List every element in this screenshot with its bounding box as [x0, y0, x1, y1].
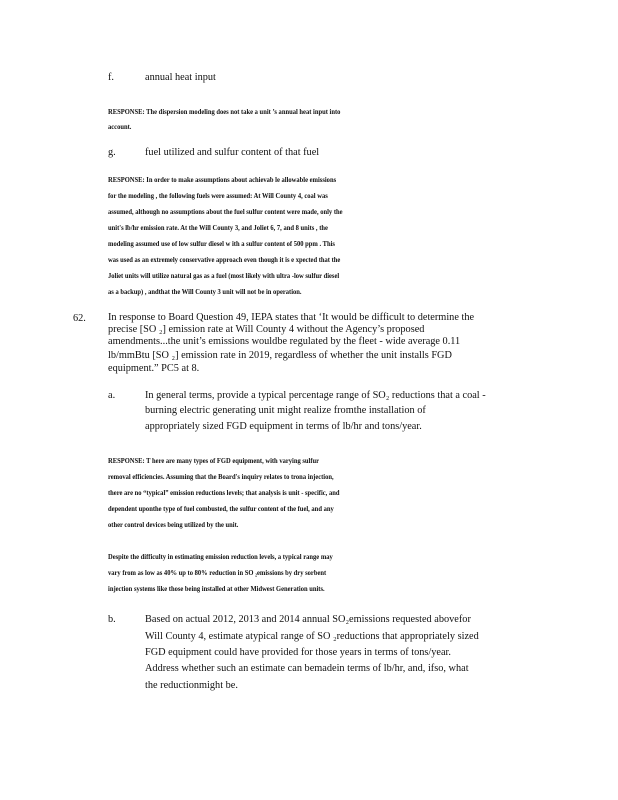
response-line: account.	[108, 122, 132, 131]
subitem-line: the reductionmight be.	[145, 680, 238, 691]
subitem-label-a: a.	[108, 390, 116, 401]
question-line: In response to Board Question 49, IEPA states that ‘It would be difficult to determine the	[108, 312, 475, 323]
response-line: RESPONSE: T here are many types of FGD equipment, with varying sulfur	[108, 456, 320, 465]
subitem-line: Address whether such an estimate can bemadein terms of lb/hr, and, ifso, what	[145, 663, 469, 674]
item-label-g: g.	[108, 147, 116, 158]
response-line: there are no “typical” emission reductions levels; that analysis is unit - specific, and	[108, 488, 340, 497]
item-label-f: f.	[108, 72, 115, 83]
subitem-label-b: b.	[108, 614, 116, 625]
response-line: removal efficiencies. Assuming that the Board's inquiry relates to trona injection,	[108, 472, 334, 481]
response-line: RESPONSE: In order to make assumptions about achievab le allowable emissions	[108, 175, 337, 184]
subitem-line: Based on actual 2012, 2013 and 2014 annual SO₂emissions requested abovefor	[145, 614, 471, 625]
subitem-line: In general terms, provide a typical percentage range of SO₂ reductions that a coal -	[145, 390, 486, 401]
response-line: other control devices being utilized by the unit.	[108, 520, 239, 529]
question-line: precise [SO ₂] emission rate at Will County 4 without the Agency’s proposed	[108, 324, 425, 335]
subitem-line: FGD equipment could have provided for those years in terms of tons/year.	[145, 647, 451, 658]
response-line: as a backup) , andthat the Will County 3 unit will not be in operation.	[108, 287, 302, 296]
response-line: Joliet units will utilize natural gas as a fuel (most likely with ultra -low sulfur diesel	[108, 271, 340, 280]
response-line: injection systems like those being installed at other Midwest Generation units.	[108, 584, 325, 593]
response-line: assumed, although no assumptions about the fuel sulfur content were made, only the	[108, 207, 343, 216]
question-line: amendments...the unit’s emissions wouldbe regulated by the fleet - wide average 0.11	[108, 336, 461, 347]
response-line: was used as an extremely conservative approach even though it is e xpected that the	[108, 255, 341, 264]
response-line: dependent uponthe type of fuel combusted, the sulfur content of the fuel, and any	[108, 504, 334, 513]
response-line: modeling assumed use of low sulfur diesel w ith a sulfur content of 500 ppm . This	[108, 239, 335, 248]
question-number: 62.	[73, 313, 86, 324]
response-line: RESPONSE: The dispersion modeling does not take a unit ’s annual heat input into	[108, 107, 341, 116]
item-text-f: annual heat input	[145, 72, 216, 83]
subitem-line: appropriately sized FGD equipment in terms of lb/hr and tons/year.	[145, 421, 422, 432]
response-line: Despite the difficulty in estimating emission reduction levels, a typical range may	[108, 552, 333, 561]
subitem-line: burning electric generating unit might realize fromthe installation of	[145, 405, 426, 416]
question-line: equipment.” PC5 at 8.	[108, 363, 200, 374]
item-text-g: fuel utilized and sulfur content of that fuel	[145, 147, 320, 158]
response-line: for the modeling , the following fuels were assumed: At Will County 4, coal was	[108, 191, 328, 200]
response-line: vary from as low as 40% up to 80% reduction in SO ₂emissions by dry sorbent	[108, 568, 327, 577]
response-line: unit's lb/hr emission rate. At the Will County 3, and Joliet 6, 7, and 8 units , the	[108, 223, 328, 232]
subitem-line: Will County 4, estimate atypical range of SO ₂reductions that appropriately sized	[145, 631, 479, 642]
question-line: lb/mmBtu [SO ₂] emission rate in 2019, regardless of whether the unit installs FGD	[108, 350, 452, 361]
